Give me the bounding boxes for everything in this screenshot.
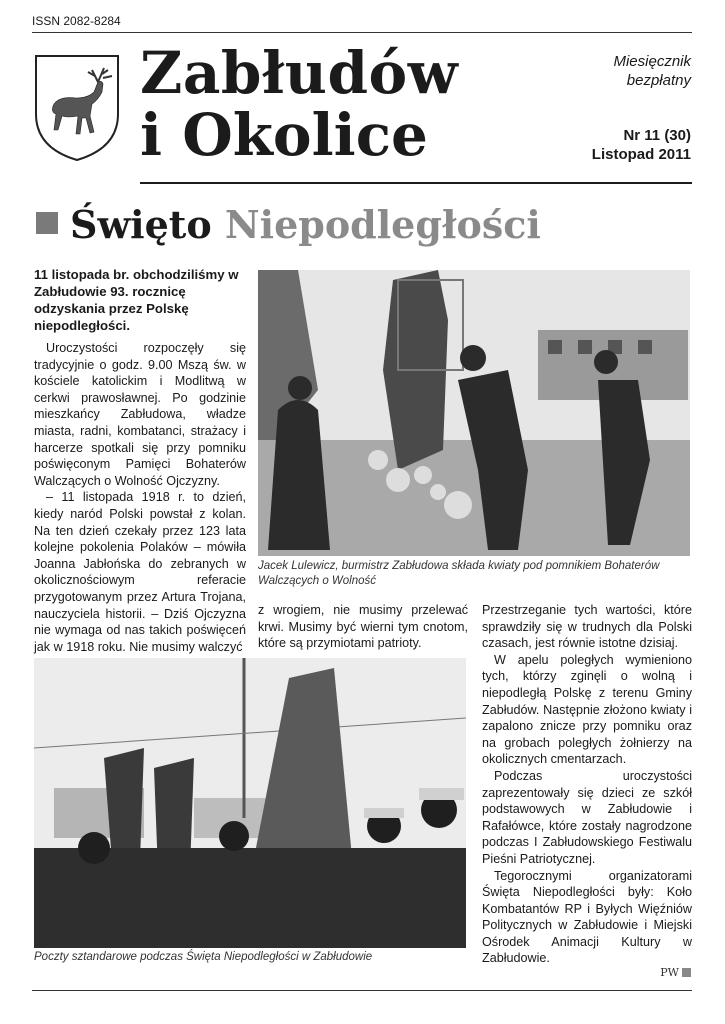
article-headline [36, 202, 541, 248]
headline-word1: Święto [70, 202, 212, 247]
author-signature [660, 966, 691, 979]
paragraph: – 11 listopada 1918 r. to dzień, kiedy naród Polski powstał z kolan. Na ten dzień czekały przez 123 lata kolejne pokolenia Polaków – mówiła Joanna Jabłońska do zebranych w okolicznościowym referacie przygotowanym przez Artura Trojana, nauczyciela historii. – Dziś Ojczyzna nie wymaga od nas takich poświęceń jak w 1918 roku. Nie musimy walczyć [34, 490, 246, 654]
frequency-label: Miesięcznik [613, 53, 691, 70]
top-rule [32, 32, 692, 33]
masthead-title-line1: Zabłudów [140, 39, 459, 107]
article-column-1 [34, 340, 246, 655]
paragraph: z wrogiem, nie musimy przelewać krwi. Musimy być wierni tym cnotom, które są przymiotami patrioty. [258, 603, 468, 651]
issue-number: Nr 11 (30) [623, 127, 691, 144]
photo-caption-1: Jacek Lulewicz, burmistrz Zabłudowa składa kwiaty pod pomnikiem Bohaterów Walczących o Wolność [258, 560, 660, 587]
article-column-3 [482, 602, 692, 967]
bottom-rule [32, 990, 692, 991]
article-column-2 [258, 602, 468, 652]
publication-info [613, 52, 691, 90]
paragraph: Podczas uroczystości zaprezentowały się dzieci ze szkół podstawowych w Zabłudowie i Rafałówce, które zostały nagrodzone podczas I Zabłudowskiego Festiwalu Pieśni Patriotycznej. [482, 768, 692, 866]
issue-info [592, 126, 691, 164]
masthead-rule [140, 182, 692, 184]
paragraph: W apelu poległych wymieniono tych, którzy zginęli o wolną i niepodległą Polskę z terenu Gminy Zabłudów. Następnie złożono kwiaty i zapalono znicze przy pomniku oraz na grobach poległych żołnierzy na okolicznych cmentarzach. [482, 652, 692, 767]
price-label: bezpłatny [626, 72, 691, 89]
end-square-icon [682, 968, 691, 977]
article-lead: 11 listopada br. obchodziliśmy w Zabłudowie 93. rocznicę odzyskania przez Polskę niepodległości. [34, 267, 239, 333]
photo-flag-bearers [34, 658, 466, 948]
issn-number: ISSN 2082-8284 [32, 14, 121, 28]
paragraph: Tegorocznymi organizatorami Święta Niepodległości były: Koło Kombatantów RP i Byłych Więźniów Politycznych w Zabłudowie i Miejski Ośrodek Animacji Kultury w Zabłudowie. [482, 868, 692, 966]
paragraph: Uroczystości rozpoczęły się tradycyjnie o godz. 9.00 Mszą św. w kościele katolickim i Modlitwą w cerkwi prawosławnej. Po godzinie mieszkańcy Zabłudowa, władze miasta, radni, kombatanci, strażacy i harcerze spotkali się przy pomniku poświęconym Pamięci Bohaterów Walczących o Wolność Ojczyzny. [34, 341, 246, 488]
photo-caption-2: Poczty sztandarowe podczas Święta Niepodległości w Zabłudowie [34, 951, 373, 963]
headline-square-icon [36, 212, 58, 234]
paragraph: Przestrzeganie tych wartości, które sprawdziły się w trudnych dla Polski czasach, jest równie istotne dzisiaj. [482, 603, 692, 651]
masthead-title-line2: i Okolice [140, 101, 428, 169]
issue-date: Listopad 2011 [591, 146, 691, 163]
photo-wreath-laying [258, 270, 690, 556]
headline-word2: Niepodległości [224, 202, 541, 247]
signature-text: PW [660, 966, 679, 979]
coat-of-arms-deer-icon [32, 52, 122, 164]
